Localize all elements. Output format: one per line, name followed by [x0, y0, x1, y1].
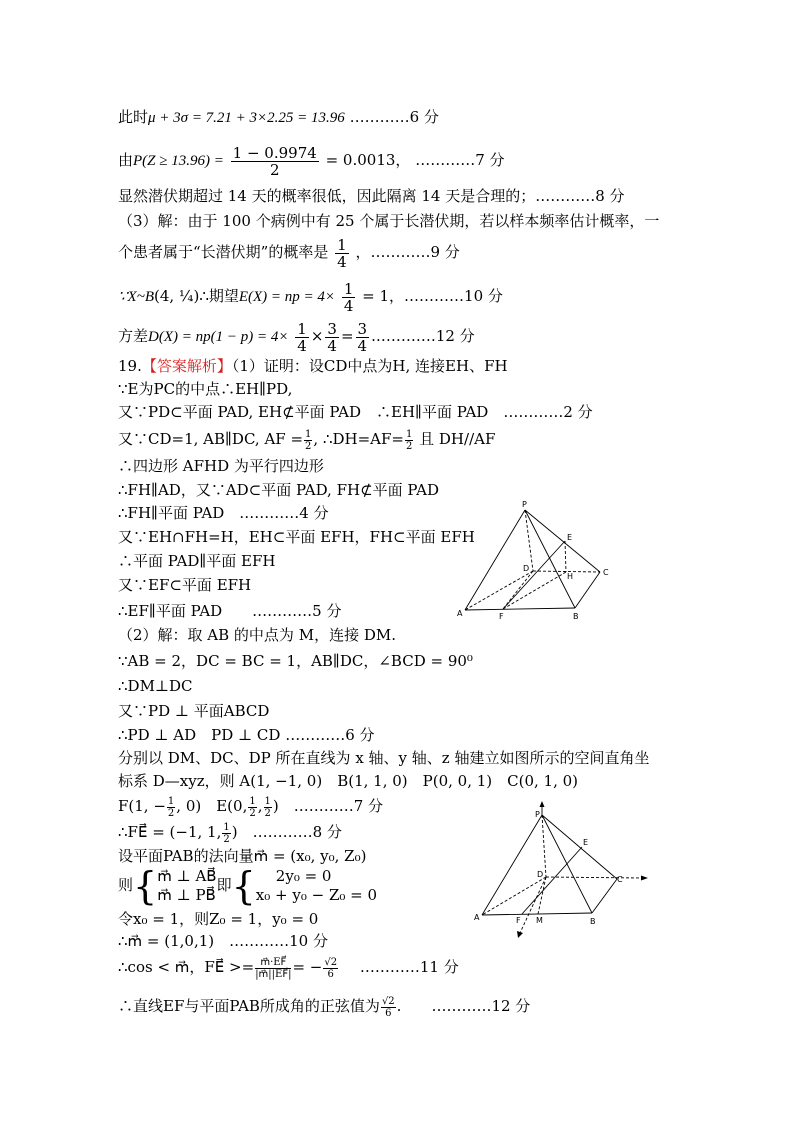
answer-analysis-label: 【答案解析】: [141, 357, 232, 375]
edge-AB: [482, 913, 592, 915]
denominator: 4: [297, 336, 307, 355]
formula: D(X) = np(1 − p) = 4×: [148, 329, 289, 345]
score: .…………12 分: [371, 327, 475, 345]
fraction: [248, 796, 256, 819]
score: = 1，…………10 分: [362, 287, 503, 305]
line-17: 又∵EF⊂平面 EFH: [118, 576, 252, 594]
fraction: [264, 796, 272, 819]
edge-PD: [542, 815, 546, 877]
line-7: [118, 318, 475, 355]
denominator: 4: [357, 336, 368, 355]
z-arrow: [540, 801, 545, 807]
numerator: 1: [405, 428, 413, 440]
edge-DF: [503, 571, 533, 609]
numerator: 1: [305, 428, 312, 440]
score: ，…………9 分: [355, 243, 460, 261]
pyramid-figure-2: [470, 795, 655, 945]
line-8: [118, 356, 508, 376]
edge-BC: [592, 879, 617, 913]
y-arrow: [641, 876, 648, 881]
line-11: [118, 425, 495, 453]
equation: 2y₀ = 0: [275, 867, 332, 885]
score: …………7 分: [415, 151, 505, 169]
label-F: F: [499, 612, 504, 621]
numerator: 1: [249, 795, 256, 807]
numerator: 1: [297, 319, 307, 338]
fraction: [323, 957, 338, 980]
edge-FH: [503, 572, 566, 609]
label-C: C: [617, 875, 623, 884]
text: F(1, −: [118, 797, 166, 815]
fraction: [255, 957, 291, 980]
line-12: ∴四边形 AFHD 为平行四边形: [118, 457, 324, 475]
line-6: [118, 278, 503, 315]
fraction: [356, 321, 370, 354]
label-C: C: [603, 568, 609, 577]
formula: P(Z ≥ 13.96) =: [133, 153, 224, 169]
numerator: 3: [327, 319, 337, 338]
pyramid-figure-1: [455, 498, 625, 628]
label-E: E: [583, 838, 589, 847]
text: ∴期望: [199, 287, 239, 305]
text: , ∴DH=AF=: [313, 430, 404, 448]
equation-system: [256, 867, 377, 905]
edge-EH: [565, 541, 566, 572]
numerator: m⃗·EF⃗: [255, 957, 291, 969]
edge-DA: [482, 877, 546, 915]
line-24: 分别以 DM、DC、DP 所在直线为 x 轴、y 轴、z 轴建立如图所示的空间直角坐: [118, 749, 650, 767]
score: . …………12 分: [396, 997, 531, 1015]
line-4: （3）解：由于 100 个病例中有 25 个属于长潜伏期，若以样本频率估计概率，一: [118, 212, 660, 230]
numerator: 1: [337, 235, 347, 254]
text: ∴FE⃗ = (−1, 1,: [118, 823, 222, 841]
line-26: [118, 793, 383, 819]
formula: ∵X~B: [118, 289, 154, 305]
operator: =: [340, 327, 354, 345]
edge-AB: [465, 608, 575, 610]
denominator: 6: [327, 968, 334, 980]
line-9: ∵E为PC的中点∴EH∥PD,: [118, 380, 293, 398]
text: , 0) E(0,: [176, 797, 248, 815]
line-15: 又∵EH∩FH=H，EH⊂平面 EFH，FH⊂平面 EFH: [118, 528, 475, 546]
label-H: H: [567, 572, 574, 581]
label-B: B: [590, 917, 596, 926]
operator: ×: [310, 327, 324, 345]
line-13: ∴FH∥AD，又∵AD⊂平面 PAD, FH⊄平面 PAD: [118, 481, 439, 499]
score: ) …………7 分: [272, 797, 384, 815]
label-P: P: [522, 500, 527, 509]
label-E: E: [567, 533, 573, 542]
equation-system: [157, 867, 216, 905]
denominator: 4: [343, 296, 354, 315]
numerator: 3: [357, 319, 368, 338]
label-F: F: [516, 916, 521, 925]
question-number: 19.: [118, 357, 142, 375]
line-32: [118, 953, 459, 981]
edge-DA: [465, 571, 533, 610]
line-2: [118, 142, 505, 179]
denominator: 2: [223, 833, 230, 845]
text: （1）证明：设CD中点为H, 连接EH、FH: [231, 357, 508, 375]
y-axis: [546, 877, 642, 878]
text: 个患者属于“长潜伏期”的概率是: [118, 243, 329, 261]
edge-PA: [482, 815, 542, 915]
score: …………11 分: [359, 958, 459, 976]
fraction: [222, 822, 230, 845]
text: 即: [216, 876, 232, 894]
text: 且 DH//AF: [419, 430, 496, 448]
edge-PB: [525, 510, 575, 608]
denominator: 2: [269, 160, 280, 179]
label-D: D: [537, 870, 544, 879]
line-22: 又∵PD ⊥ 平面ABCD: [118, 702, 270, 720]
formula: μ + 3σ = 7.21 + 3×2.25 = 13.96: [148, 110, 345, 126]
line-30: 令x₀ = 1，则Z₀ = 1，y₀ = 0: [118, 910, 319, 928]
edge-PD: [525, 510, 533, 571]
denominator: 2: [264, 807, 271, 819]
text: 则: [118, 876, 134, 894]
text: ∴cos < m⃗，FE⃗ >=: [118, 958, 255, 976]
denominator: 2: [405, 440, 413, 452]
text: = −: [292, 958, 323, 976]
label-M: M: [536, 916, 543, 925]
line-19: （2）解：取 AB 的中点为 M，连接 DM.: [118, 626, 396, 644]
text: 此时: [118, 108, 149, 126]
numerator: √2: [381, 995, 395, 1007]
label-P: P: [535, 810, 540, 819]
line-16: ∴平面 PAD∥平面 EFH: [118, 552, 276, 570]
formula: E(X) = np = 4×: [238, 289, 336, 305]
numerator: √2: [324, 956, 338, 968]
line-33: [118, 992, 530, 1020]
denominator: |m⃗||EF⃗|: [255, 968, 292, 980]
denominator: 2: [167, 807, 175, 819]
edge-PC: [525, 510, 600, 572]
line-28: 设平面PAB的法向量m⃗ = (x₀, y₀, Z₀): [118, 847, 367, 865]
text: 又∵CD=1, AB∥DC, AF =: [118, 430, 304, 448]
line-5: [118, 234, 460, 270]
fraction: [381, 996, 396, 1019]
label-D: D: [523, 564, 530, 573]
edge-EF: [522, 847, 582, 914]
line-29: [118, 864, 378, 908]
left-brace: {: [231, 864, 256, 908]
formula-tail: = 0.0013，: [325, 151, 411, 169]
line-20: ∵AB = 2，DC = BC = 1，AB∥DC，∠BCD = 90⁰: [118, 652, 473, 670]
text: ,: [257, 797, 263, 815]
line-1: [118, 107, 439, 128]
line-10: [118, 402, 593, 422]
line-27: [118, 819, 342, 845]
condition: m⃗ ⊥ PB⃗: [157, 886, 216, 904]
fraction: [325, 321, 339, 354]
fraction: [405, 429, 413, 452]
line-31: ∴m⃗ = (1,0,1) …………10 分: [118, 932, 328, 950]
denominator: 4: [337, 252, 347, 271]
edge-EF: [503, 541, 565, 609]
edge-DM: [538, 877, 546, 914]
denominator: 2: [249, 807, 256, 819]
numerator: 1: [264, 795, 271, 807]
denominator: 2: [305, 440, 312, 452]
fraction: [342, 281, 356, 314]
fraction: [295, 321, 309, 354]
edge-BC: [575, 572, 600, 608]
line-21: ∴DM⊥DC: [118, 677, 193, 695]
fraction: [304, 429, 312, 452]
text: ∴EH∥平面 PAD: [376, 403, 489, 421]
fraction: [167, 796, 175, 819]
line-14: ∴FH∥平面 PAD …………4 分: [118, 504, 329, 522]
score: …………2 分: [503, 403, 593, 421]
line-23: ∴PD ⊥ AD PD ⊥ CD …………6 分: [118, 726, 375, 744]
left-brace: {: [133, 864, 158, 908]
condition: m⃗ ⊥ AB⃗: [157, 867, 217, 885]
formula: (4, ¼): [153, 287, 200, 305]
text: 由: [118, 151, 134, 169]
numerator: 1 − 0.9974: [232, 143, 317, 162]
numerator: 1: [343, 279, 354, 298]
equation: x₀ + y₀ − Z₀ = 0: [255, 886, 378, 904]
denominator: 6: [385, 1007, 392, 1019]
score: …………6 分: [349, 108, 439, 126]
line-3: 显然潜伏期超过 14 天的概率很低，因此隔离 14 天是合理的；…………8 分: [118, 187, 625, 205]
label-A: A: [474, 913, 480, 922]
label-B: B: [573, 612, 579, 621]
denominator: 4: [327, 336, 337, 355]
numerator: 1: [223, 821, 230, 833]
x-arrow: [517, 931, 523, 938]
text: 又∵PD⊂平面 PAD, EH⊄平面 PAD: [118, 403, 361, 421]
numerator: 1: [167, 795, 175, 807]
line-25: 标系 D—xyz，则 A(1, −1, 0) B(1, 1, 0) P(0, 0, 1) C(0, 1, 0): [118, 772, 579, 790]
text: 方差: [118, 327, 149, 345]
text: ∴直线EF与平面PAB所成角的正弦值为: [118, 997, 380, 1015]
edge-PC: [542, 815, 617, 879]
fraction: [335, 237, 349, 270]
label-A: A: [457, 609, 463, 618]
fraction: [231, 145, 319, 178]
line-18: ∴EF∥平面 PAD …………5 分: [118, 602, 342, 620]
score: ) …………8 分: [231, 823, 342, 841]
